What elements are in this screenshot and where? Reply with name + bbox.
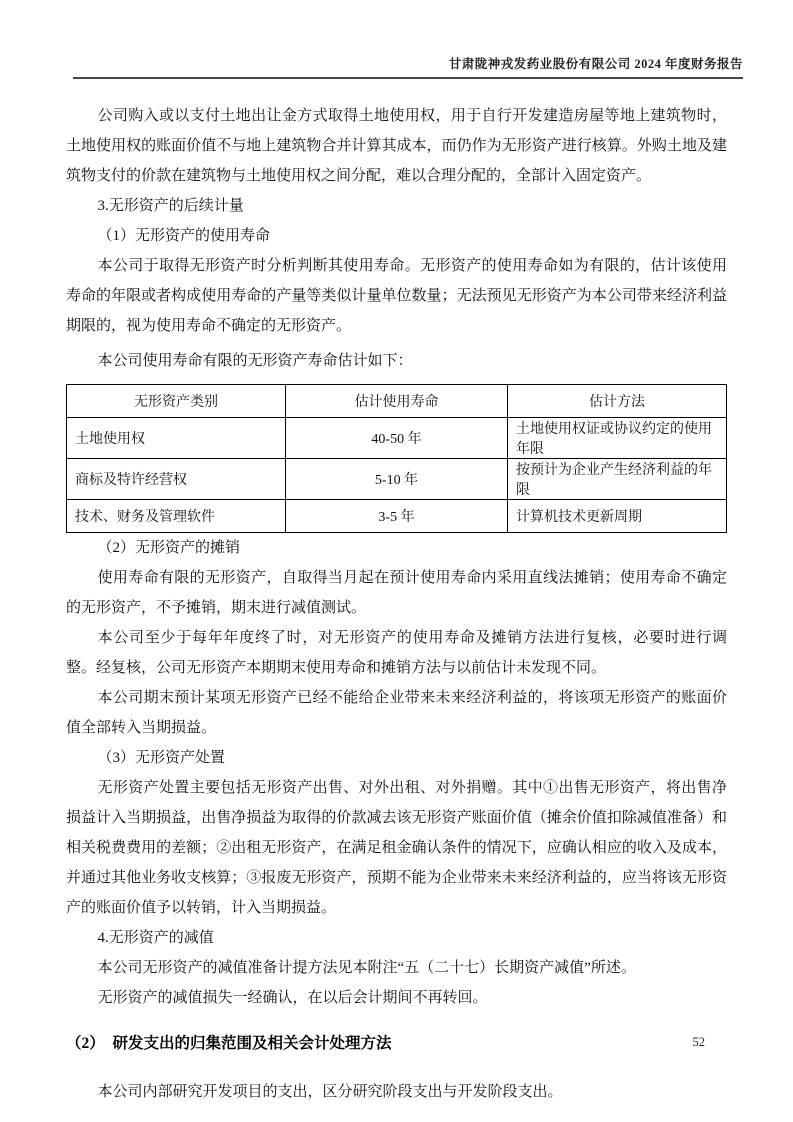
heading-impairment: 4.无形资产的减值: [97, 930, 214, 946]
cell-method: 按预计为企业产生经济利益的年限: [508, 459, 727, 500]
cell-category: 商标及特许经营权: [67, 459, 286, 500]
paragraph-disposal: 无形资产处置主要包括无形资产出售、对外出租、对外捐赠。其中①出售无形资产，将出售净损益计入当期损益，出售净损益为取得的价款减去该无形资产账面价值（摊余价值扣除减值准备）和相关税费费用的差额；②出租无形资产，在满足租金确认条件的情况下，应确认相应的收入及成本，并通过其他业务收支核算；③报废无形资产，预期不能为企业带来未来经济利益的，应当将该无形资产的账面价值予以转销，计入当期损益。: [66, 780, 727, 916]
paragraph-table-intro: 本公司使用寿命有限的无形资产寿命估计如下：: [97, 353, 413, 369]
heading-subsequent-measurement: 3.无形资产的后续计量: [97, 198, 244, 214]
heading-rd-expenditure: （2） 研发支出的归集范围及相关会计处理方法: [66, 1035, 392, 1052]
paragraph-land-use-right: 公司购入或以支付土地出让金方式取得土地使用权，用于自行开发建造房屋等地上建筑物时，土地使用权的账面价值不与地上建筑物合并计算其成本，而仍作为无形资产进行核算。外购土地及建筑物支付的价款在建筑物与土地使用权之间分配，难以合理分配的，全部计入固定资产。: [66, 108, 727, 184]
page-number: 52: [692, 1035, 705, 1049]
paragraph-writeoff: 本公司期末预计某项无形资产已经不能给企业带来未来经济利益的，将该项无形资产的账面价值全部转入当期损益。: [66, 690, 727, 736]
useful-life-table: [66, 384, 727, 533]
cell-method: 土地使用权证或协议约定的使用年限: [508, 418, 727, 459]
cell-method: 计算机技术更新周期: [508, 500, 727, 533]
paragraph-impairment-method: 本公司无形资产的减值准备计提方法见本附注“五（二十七）长期资产减值”所述。: [97, 960, 636, 976]
page-content: [66, 101, 727, 1107]
heading-useful-life: （1）无形资产的使用寿命: [97, 228, 271, 244]
cell-category: 土地使用权: [67, 418, 286, 459]
table-header-category: 无形资产类别: [67, 385, 286, 418]
paragraph-rd-expenditure: 本公司内部研究开发项目的支出，区分研究阶段支出与开发阶段支出。: [97, 1084, 563, 1100]
table-header-estimated-life: 估计使用寿命: [286, 385, 508, 418]
heading-disposal: （3）无形资产处置: [97, 750, 226, 766]
table-row: [67, 500, 727, 533]
table-row: [67, 459, 727, 500]
cell-life: 3-5 年: [286, 500, 508, 533]
table-header-method: 估计方法: [508, 385, 727, 418]
table-header-row: [67, 385, 727, 418]
table-row: [67, 418, 727, 459]
paragraph-annual-review: 本公司至少于每年年度终了时，对无形资产的使用寿命及摊销方法进行复核，必要时进行调整。经复核，公司无形资产本期期末使用寿命和摊销方法与以前估计未发现不同。: [66, 630, 727, 676]
heading-amortization: （2）无形资产的摊销: [97, 540, 241, 556]
paragraph-useful-life: 本公司于取得无形资产时分析判断其使用寿命。无形资产的使用寿命如为有限的，估计该使用寿命的年限或者构成使用寿命的产量等类似计量单位数量；无法预见无形资产为本公司带来经济利益期限的，视为使用寿命不确定的无形资产。: [66, 258, 727, 334]
paragraph-impairment-no-reversal: 无形资产的减值损失一经确认，在以后会计期间不再转回。: [97, 990, 488, 1006]
cell-life: 5-10 年: [286, 459, 508, 500]
cell-category: 技术、财务及管理软件: [67, 500, 286, 533]
cell-life: 40-50 年: [286, 418, 508, 459]
report-header-title: 甘肃陇神戎发药业股份有限公司 2024 年度财务报告: [73, 54, 743, 79]
paragraph-amortization: 使用寿命有限的无形资产，自取得当月起在预计使用寿命内采用直线法摊销；使用寿命不确定的无形资产，不予摊销，期末进行减值测试。: [66, 570, 727, 616]
